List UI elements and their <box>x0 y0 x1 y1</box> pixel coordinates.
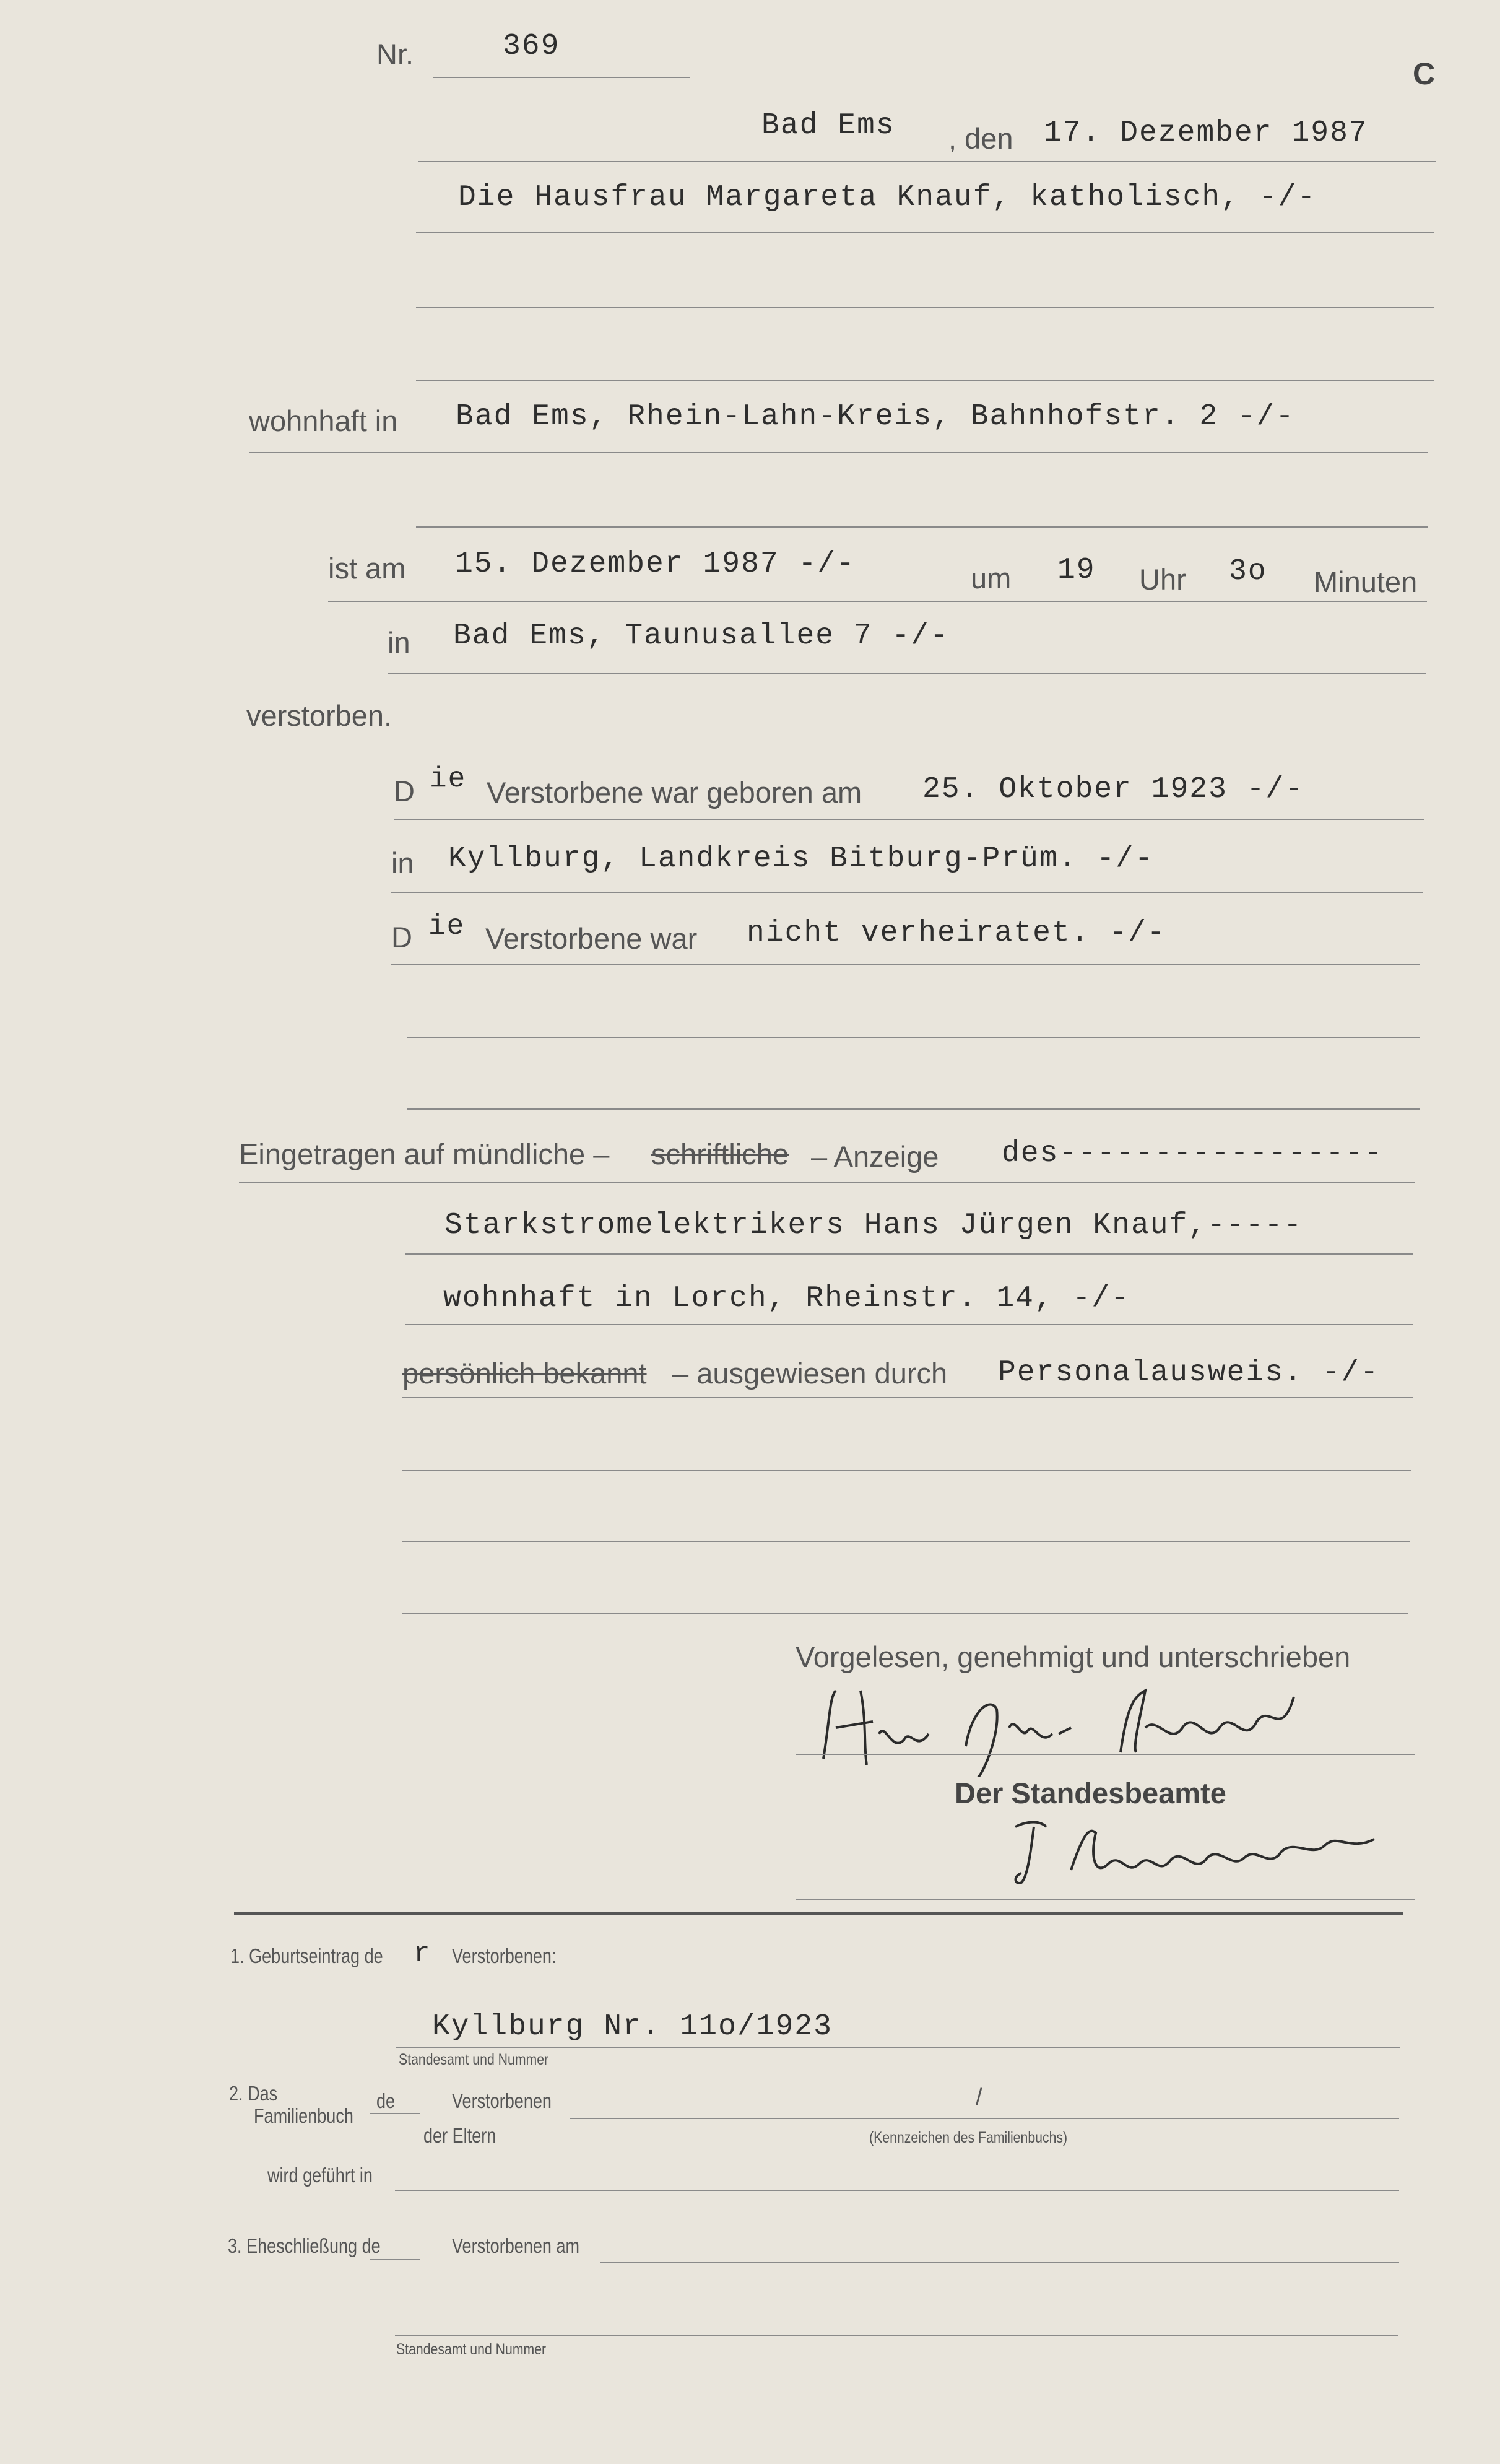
note2-gefuehrt: wird geführt in <box>267 2164 373 2187</box>
report-des: des----------------- <box>1002 1137 1384 1170</box>
note2-num: 2. Das <box>229 2082 278 2105</box>
note3-verstorbenen: Verstorbenen am <box>452 2234 580 2257</box>
signature-registrar <box>1003 1808 1399 1895</box>
death-in-label: in <box>388 626 410 659</box>
um-label: um <box>971 562 1012 594</box>
ausgewiesen-label: – ausgewiesen durch <box>672 1357 948 1390</box>
note3-de-line <box>370 2259 420 2260</box>
death-date-line <box>328 601 1427 602</box>
birth-ie: ie <box>430 763 467 795</box>
marital-value: nicht verheiratet. -/- <box>747 916 1166 950</box>
minuten-label: Minuten <box>1314 565 1418 598</box>
note3-line <box>600 2262 1399 2263</box>
death-hour: 19 <box>1057 554 1096 587</box>
report-line-4 <box>402 1397 1413 1398</box>
note2-gefuehrt-line <box>395 2190 1399 2191</box>
note2-line <box>570 2118 1399 2119</box>
uhr-label: Uhr <box>1139 563 1186 596</box>
nr-label: Nr. <box>376 38 414 71</box>
reporter-name: Starkstromelektrikers Hans Jürgen Knauf,----- <box>444 1209 1303 1242</box>
residence-line-2 <box>416 526 1428 528</box>
corner-letter: C <box>1413 56 1436 91</box>
note2-verstorbenen: Verstorbenen <box>452 2089 552 2112</box>
nr-value: 369 <box>503 30 560 63</box>
signature-reporter <box>811 1672 1319 1777</box>
standesbeamte-label: Der Standesbeamte <box>955 1777 1226 1809</box>
marital-text: Verstorbene war <box>485 922 698 955</box>
birth-date: 25. Oktober 1923 -/- <box>922 773 1304 806</box>
death-date: 15. Dezember 1987 -/- <box>455 547 856 581</box>
note2-familienbuch: Familienbuch <box>254 2104 353 2127</box>
note1-standesamt: Standesamt und Nummer <box>399 2051 549 2068</box>
note2-kennzeichen: (Kennzeichen des Familienbuchs) <box>869 2129 1068 2146</box>
birth-in-label: in <box>391 847 414 879</box>
deceased-name: Die Hausfrau Margareta Knauf, katholisch, -/- <box>458 181 1317 214</box>
report-line-2 <box>405 1253 1413 1255</box>
note3-standesamt: Standesamt und Nummer <box>396 2341 547 2358</box>
signature-line-1 <box>796 1754 1415 1755</box>
death-minutes: 3o <box>1229 555 1267 588</box>
marital-line <box>391 964 1420 965</box>
anzeige-label: – Anzeige <box>811 1140 939 1173</box>
verstorben-label: verstorben. <box>246 699 392 732</box>
note2-de-line <box>370 2113 420 2114</box>
ist-am-label: ist am <box>328 552 406 585</box>
id-document: Personalausweis. -/- <box>998 1356 1380 1390</box>
birth-place-line <box>391 892 1423 893</box>
deceased-line-1 <box>416 232 1434 233</box>
birth-date-line <box>394 819 1424 820</box>
note3-label: 3. Eheschließung de <box>228 2234 381 2257</box>
residence-label: wohnhaft in <box>249 404 398 437</box>
birth-d-label: D <box>394 775 415 808</box>
vorgelesen-label: Vorgelesen, genehmigt und unterschrieben <box>796 1640 1351 1673</box>
section-separator <box>234 1912 1403 1915</box>
nr-line <box>433 77 690 78</box>
schriftliche-struck: schriftliche <box>651 1138 789 1170</box>
register-date: 17. Dezember 1987 <box>1044 116 1368 150</box>
residence-value: Bad Ems, Rhein-Lahn-Kreis, Bahnhofstr. 2 -/- <box>456 400 1295 433</box>
place-date-line <box>418 161 1436 162</box>
note2-eltern: der Eltern <box>423 2124 496 2147</box>
marital-line-2 <box>407 1037 1420 1038</box>
place: Bad Ems <box>761 109 895 142</box>
note2-slash: / <box>976 2084 982 2110</box>
note1-value: Kyllburg Nr. 11o/1923 <box>432 2010 833 2044</box>
note1-verstorbenen: Verstorbenen: <box>452 1944 557 1967</box>
signature-line-2 <box>796 1899 1415 1900</box>
report-line-6 <box>402 1541 1410 1542</box>
birth-text: Verstorbene war geboren am <box>487 776 862 809</box>
marital-ie: ie <box>428 910 466 943</box>
report-line-1 <box>239 1182 1415 1183</box>
deceased-line-3 <box>416 380 1434 381</box>
marital-d-label: D <box>391 921 412 954</box>
note3-line-2 <box>395 2335 1398 2336</box>
marital-line-3 <box>407 1108 1420 1110</box>
death-place-line <box>388 673 1426 674</box>
note1-line <box>396 2047 1400 2048</box>
report-line-5 <box>402 1470 1411 1471</box>
persoenlich-struck: persönlich bekannt <box>402 1357 647 1390</box>
den-label: , den <box>948 122 1013 155</box>
note1-label: 1. Geburtseintrag de <box>230 1944 383 1967</box>
note2-de: de <box>376 2089 396 2112</box>
report-line-3 <box>405 1324 1413 1325</box>
reporter-address: wohnhaft in Lorch, Rheinstr. 14, -/- <box>443 1282 1130 1315</box>
residence-line <box>249 452 1428 453</box>
birth-place: Kyllburg, Landkreis Bitburg-Prüm. -/- <box>448 842 1154 876</box>
eingetragen-label: Eingetragen auf mündliche – <box>239 1138 610 1170</box>
note1-r: r <box>414 1938 431 1969</box>
death-place: Bad Ems, Taunusallee 7 -/- <box>453 619 949 653</box>
deceased-line-2 <box>416 307 1434 308</box>
report-line-7 <box>402 1613 1408 1614</box>
